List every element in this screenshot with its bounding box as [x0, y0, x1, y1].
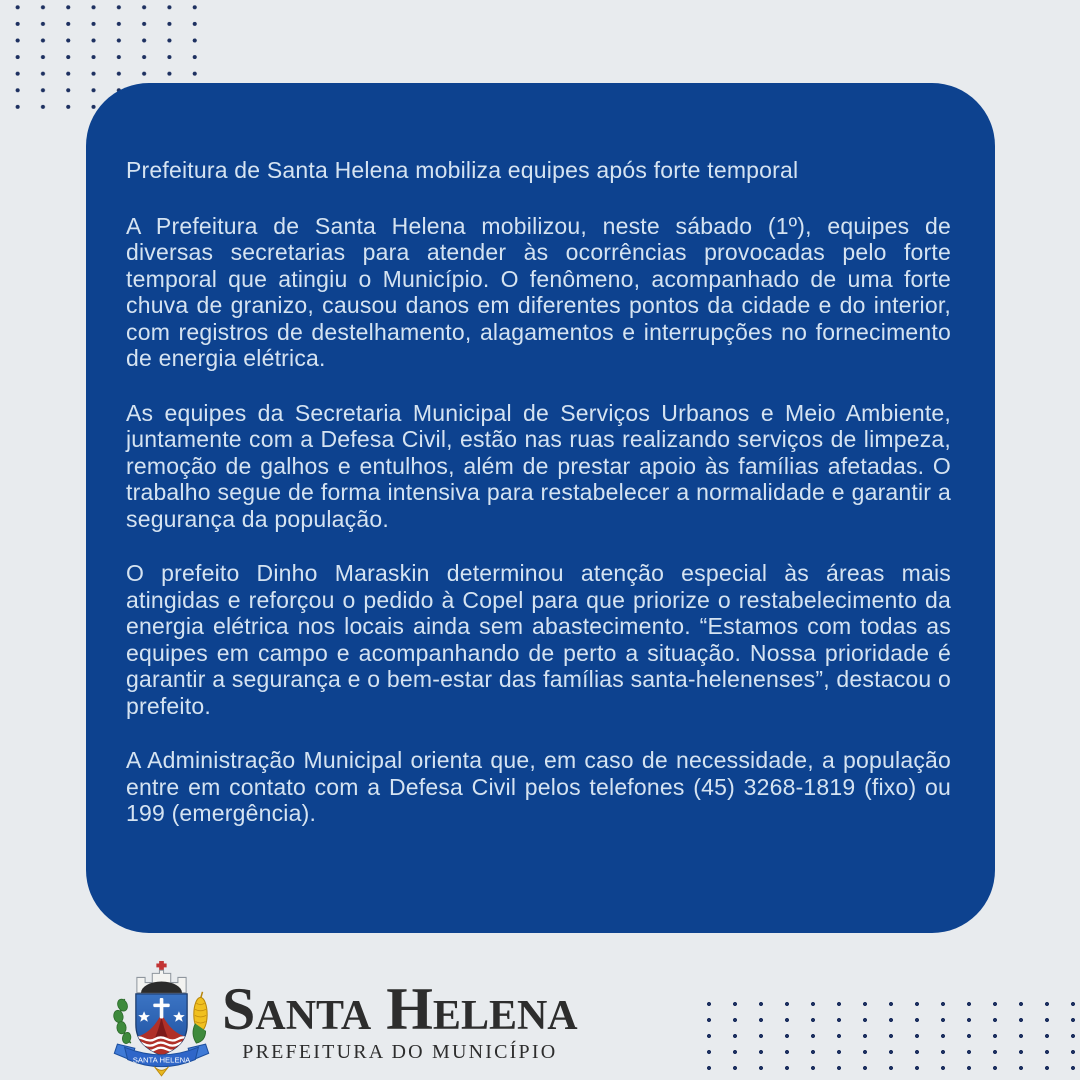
footer-brand — [110, 960, 578, 1080]
post-paragraph-3: O prefeito Dinho Maraskin determinou atenção especial às áreas mais atingidas e reforçou o pedido à Copel para que priorize o restabelecimento da energia elétrica nos locais ainda sem abastecimento. “Estamos com todas as equipes em campo e acompanhando de perto a situação. Nossa prioridade é garantir a segurança e o bem-estar das famílias santa-helenenses”, destacou o prefeito. — [126, 560, 951, 719]
santa-helena-crest — [110, 960, 213, 1080]
crest-corn-icon — [193, 992, 207, 1043]
crest-crown-icon — [137, 970, 186, 993]
crest-ribbon-text: SANTA HELENA — [132, 1055, 191, 1065]
post-paragraph-2: As equipes da Secretaria Municipal de Serviços Urbanos e Meio Ambiente, juntamente com a Defesa Civil, estão nas ruas realizando serviços de limpeza, remoção de galhos e entulhos, além de prestar apoio às famílias afetadas. O trabalho segue de forma intensiva para restabelecer a normalidade e garantir a segurança da população. — [126, 399, 951, 532]
announcement-card — [86, 83, 995, 933]
post-title: Prefeitura de Santa Helena mobiliza equipes após forte temporal — [126, 157, 799, 183]
crest-tip — [154, 1067, 168, 1076]
crest-branch-icon — [113, 998, 132, 1045]
brand-subtitle: PREFEITURA DO MUNICÍPIO — [242, 1041, 558, 1063]
post-paragraph-4: A Administração Municipal orienta que, em caso de necessidade, a população entre em contato com a Defesa Civil pelos telefones (45) 3268-1819 (fixo) ou 199 (emergência). — [126, 747, 951, 826]
dot-pattern-bottom-right — [696, 996, 1080, 1080]
brand-name: Santa Helena — [222, 976, 578, 1042]
post-paragraph-1: A Prefeitura de Santa Helena mobilizou, neste sábado (1º), equipes de diversas secretarias para atender às ocorrências provocadas pelo forte temporal que atingiu o Município. O fenômeno, acompanhado de uma forte chuva de granizo, causou danos em diferentes pontos da cidade e do interior, com registros de destelhamento, alagamentos e interrupções no fornecimento de energia elétrica. — [126, 212, 951, 371]
brand-wordmark — [222, 960, 578, 1064]
crest-top-cross-icon — [156, 961, 166, 970]
